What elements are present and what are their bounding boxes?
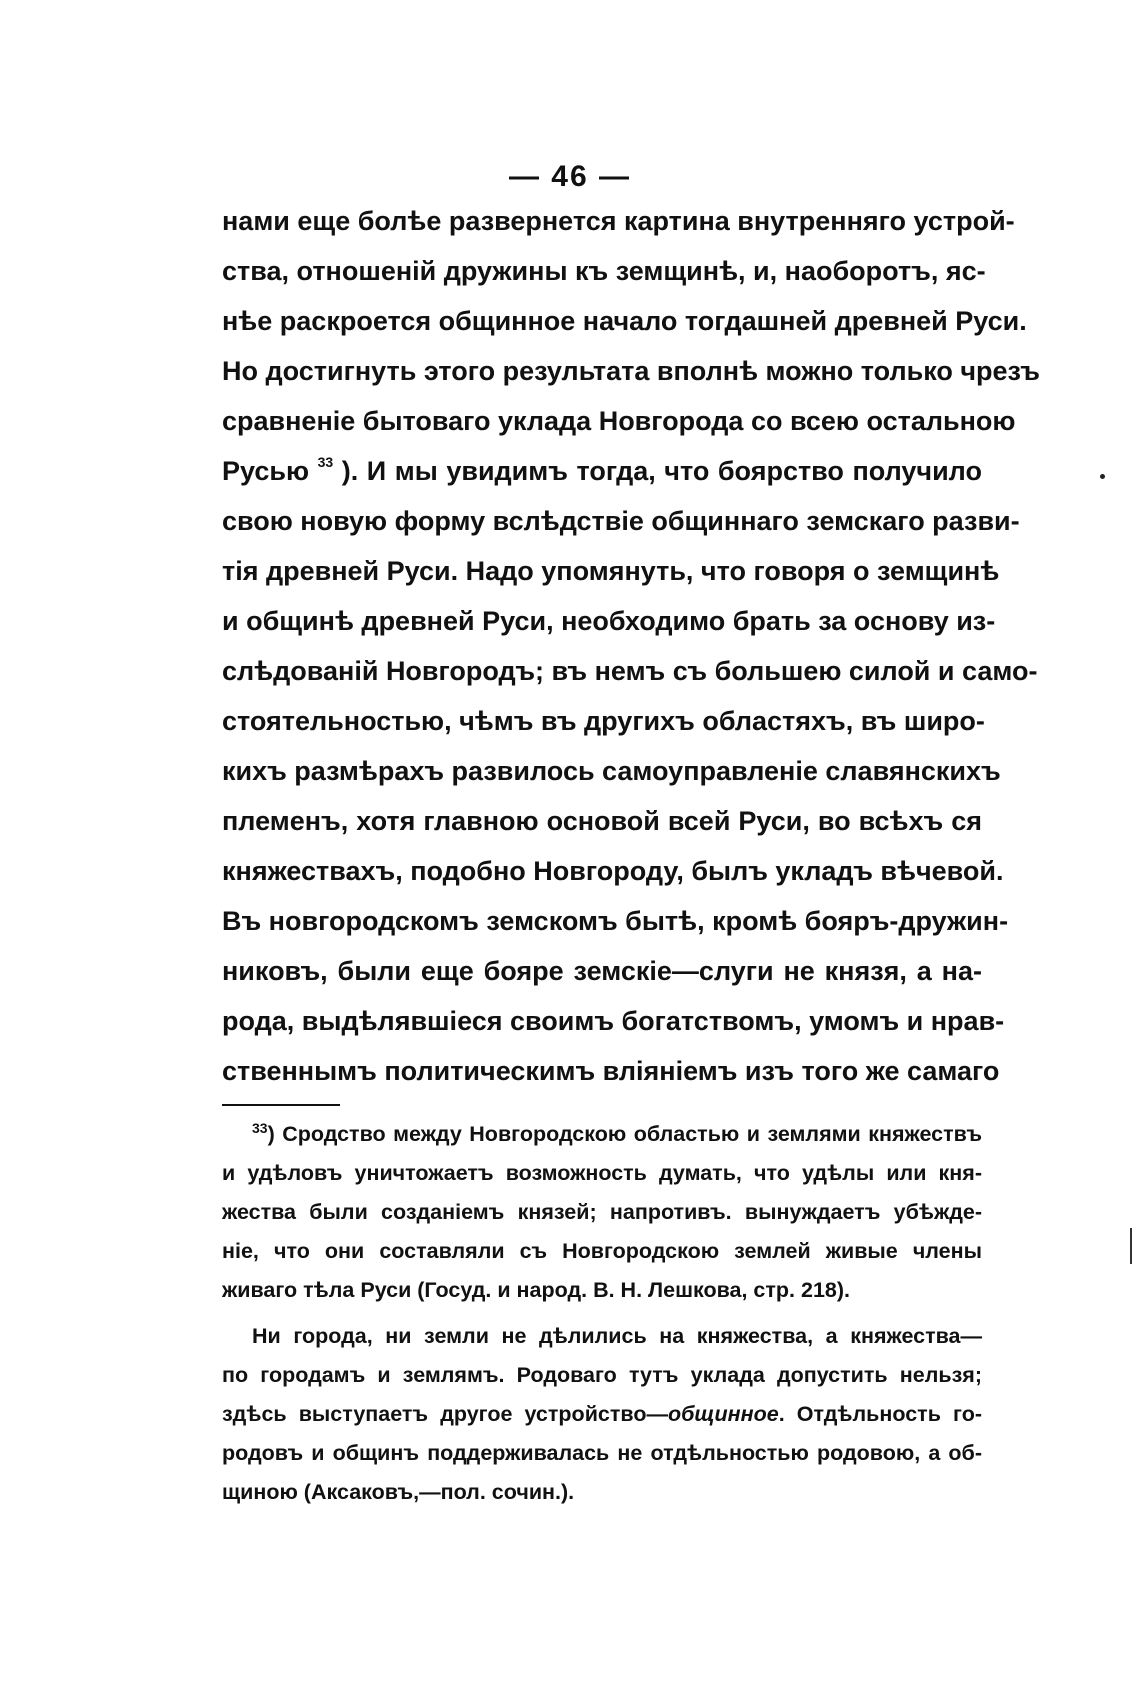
text-fragment: Русью xyxy=(222,456,310,486)
margin-mark xyxy=(1130,1228,1132,1264)
text-line: сравненіе бытоваго уклада Новгорода со всею остальною xyxy=(222,406,1016,436)
footnote-line: по городамъ и землямъ. Родоваго тутъ уклада допустить нельзя; xyxy=(222,1363,982,1387)
text-line: и общинѣ древней Руси, необходимо брать за основу из- xyxy=(222,606,996,636)
footnote-line: ніе, что они составляли съ Новгородскою землей живые члены xyxy=(222,1239,982,1263)
text-fragment: . Отдѣльность го- xyxy=(778,1402,982,1426)
text-fragment: ) Сродство между Новгородскою областью и землями княжествъ xyxy=(267,1122,982,1146)
text-line: свою новую форму вслѣдствіе общиннаго земскаго разви- xyxy=(222,506,1020,536)
footnote-line: щиною (Аксаковъ,—пол. сочин.). xyxy=(222,1480,575,1504)
text-line: кихъ размѣрахъ развилось самоуправленіе славянскихъ xyxy=(222,756,1001,786)
footnote-line xyxy=(252,1122,982,1147)
footnote-marker: 33 xyxy=(252,1120,268,1136)
text-line: тія древней Руси. Надо упомянуть, что говоря о земщинѣ xyxy=(222,556,1000,586)
text-line: нѣе раскроется общинное начало тогдашней древней Руси. xyxy=(222,306,1027,336)
text-line: нами еще болѣе развернется картина внутренняго устрой- xyxy=(222,206,1015,236)
footnote-line: и удѣловъ уничтожаетъ возможность думать, что удѣлы или кня- xyxy=(222,1161,982,1185)
footnote-line: родовъ и общинъ поддерживалась не отдѣльностью родовою, а об- xyxy=(222,1441,982,1465)
ink-dot xyxy=(1100,474,1105,479)
text-line: ственнымъ политическимъ вліяніемъ изъ того же самаго xyxy=(222,1056,1000,1086)
text-line: княжествахъ, подобно Новгороду, былъ укладъ вѣчевой. xyxy=(222,856,1004,886)
text-fragment: здѣсь выступаетъ другое устройство— xyxy=(222,1402,668,1426)
footnote-rule xyxy=(222,1104,340,1106)
text-line xyxy=(222,456,982,487)
footnote-line xyxy=(222,1402,982,1427)
text-line: ства, отношеній дружины къ земщинѣ, и, наоборотъ, яс- xyxy=(222,256,986,286)
page-number: — 46 — xyxy=(508,160,632,193)
text-fragment: ). И мы увидимъ тогда, что боярство получило xyxy=(341,456,982,486)
text-line: Но достигнуть этого результата вполнѣ можно только чрезъ xyxy=(222,356,1040,386)
text-line: племенъ, хотя главною основой всей Руси, во всѣхъ ся xyxy=(222,806,982,836)
footnote-line: Ни города, ни земли не дѣлились на княжества, а княжества— xyxy=(252,1324,982,1348)
text-line: стоятельностью, чѣмъ въ другихъ областяхъ, въ широ- xyxy=(222,706,985,736)
emphasis-text: общинное xyxy=(667,1402,779,1426)
footnote-line: живаго тѣла Руси (Госуд. и народ. В. Н. Лешкова, стр. 218). xyxy=(222,1278,851,1302)
text-line: слѣдованій Новгородъ; въ немъ съ большею силой и само- xyxy=(222,656,1038,686)
text-line: никовъ, были еще бояре земскіе—слуги не князя, а на- xyxy=(222,956,982,986)
text-line: Въ новгородскомъ земскомъ бытѣ, кромѣ бояръ-дружин- xyxy=(222,906,1009,936)
footnote-ref: 33 xyxy=(317,454,334,470)
footnote-line: жества были созданіемъ князей; напротивъ. вынуждаетъ убѣжде- xyxy=(222,1200,982,1224)
text-line: рода, выдѣлявшіеся своимъ богатствомъ, умомъ и нрав- xyxy=(222,1006,1005,1036)
